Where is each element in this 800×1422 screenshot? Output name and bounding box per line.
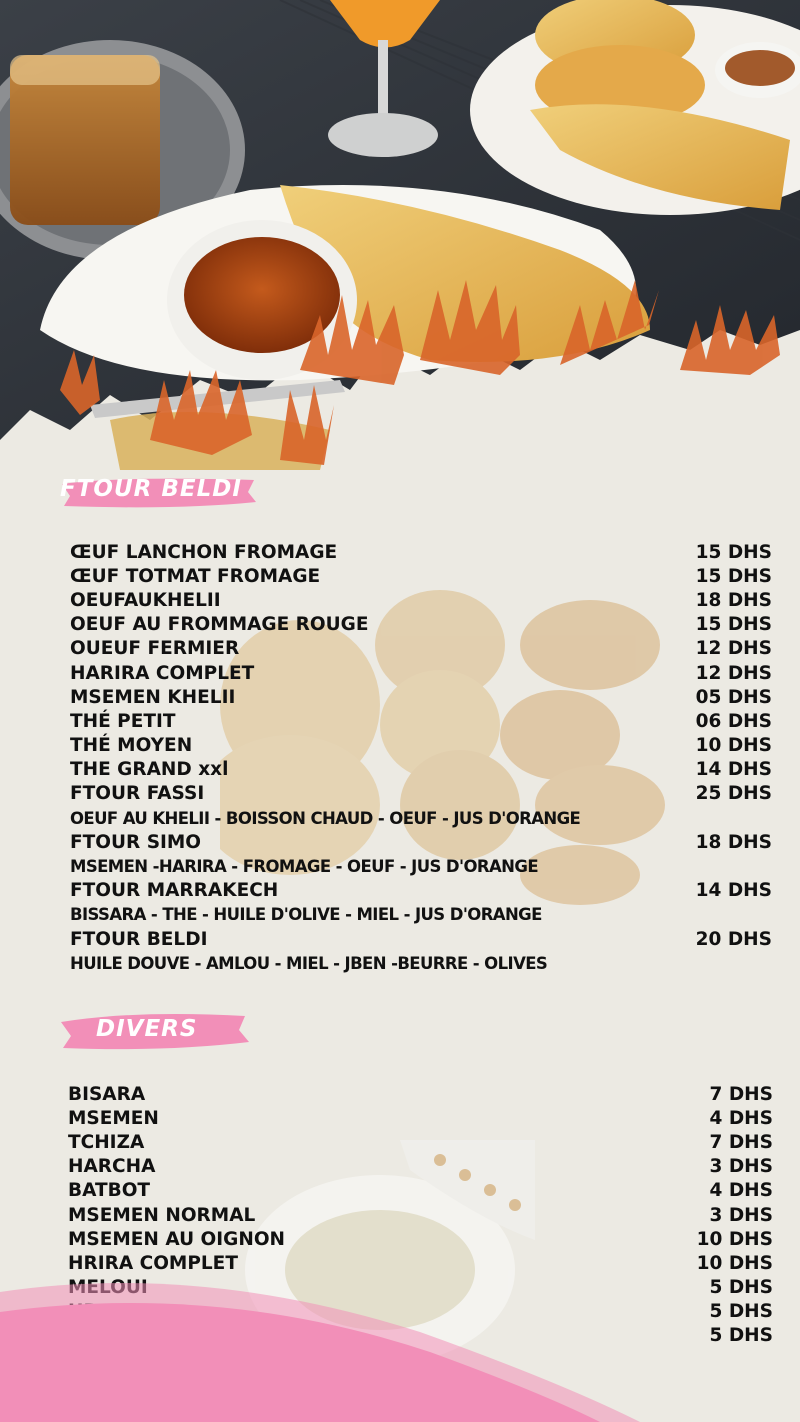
menu-item-price: 4 DHS	[709, 1180, 773, 1202]
menu-item-name: FTOUR SIMO	[70, 831, 202, 853]
menu-item-price: 12 DHS	[695, 638, 772, 660]
menu-item-row	[70, 540, 772, 564]
menu-item-row	[70, 806, 772, 830]
menu-item-name: FTOUR MARRAKECH	[70, 880, 279, 902]
ftour-section-title: FTOUR BELDI	[60, 476, 242, 502]
menu-item-row	[68, 1130, 773, 1154]
menu-item-price: 12 DHS	[695, 662, 772, 684]
menu-item-name: MSEMEN KHELII	[70, 686, 236, 708]
menu-item-name: FTOUR FASSI	[70, 783, 205, 805]
menu-item-name: HRIRA COMPLET	[68, 1252, 238, 1274]
menu-item-price: 25 DHS	[695, 783, 772, 805]
bottom-pink-wave	[0, 1222, 800, 1422]
menu-item-name: OEUF AU FROMMAGE ROUGE	[70, 614, 369, 636]
menu-item-name: THÉ PETIT	[70, 710, 176, 732]
menu-item-name: HARCHA	[68, 1156, 156, 1178]
menu-item-row	[70, 927, 772, 951]
menu-item-row	[70, 782, 772, 806]
menu-item-name: THÉ MOYEN	[70, 735, 193, 757]
menu-item-price: 15 DHS	[695, 614, 772, 636]
menu-item-row	[68, 1106, 773, 1130]
menu-item-name: OEUF AU KHELII - BOISSON CHAUD - OEUF - JUS D'ORANGE	[70, 808, 581, 828]
menu-item-price: 18 DHS	[695, 831, 772, 853]
menu-item-price: 7 DHS	[709, 1083, 773, 1105]
menu-item-price: 15 DHS	[695, 565, 772, 587]
menu-item-name: ŒUF LANCHON FROMAGE	[70, 541, 338, 563]
menu-item-price: 5 DHS	[709, 1325, 773, 1347]
menu-item-name: HUILE DOUVE - AMLOU - MIEL - JBEN -BEURRE - OLIVES	[70, 953, 548, 973]
menu-item-name: OEUFAUKHELII	[70, 589, 221, 611]
menu-item-name: THE GRAND xxl	[70, 759, 229, 781]
menu-item-row	[70, 709, 772, 733]
menu-item-name: BISARA	[68, 1083, 146, 1105]
menu-item-row	[68, 1179, 773, 1203]
menu-item-price: 18 DHS	[695, 589, 772, 611]
menu-item-price: 4 DHS	[709, 1107, 773, 1129]
menu-item-row	[68, 1155, 773, 1179]
menu-item-name: FTOUR BELDI	[70, 928, 208, 950]
menu-item-row	[70, 854, 772, 878]
menu-item-price: 10 DHS	[695, 735, 772, 757]
menu-item-price: 06 DHS	[695, 710, 772, 732]
menu-item-name: TCHIZA	[68, 1131, 145, 1153]
hero-breakfast-photo	[0, 0, 800, 470]
menu-item-price: 5 DHS	[709, 1301, 773, 1323]
menu-item-name: BATBOT	[68, 1180, 151, 1202]
menu-item-row	[70, 661, 772, 685]
menu-item-row	[70, 903, 772, 927]
menu-item-name: OUEUF FERMIER	[70, 638, 240, 660]
menu-item-row	[70, 951, 772, 975]
menu-item-price: 20 DHS	[695, 928, 772, 950]
menu-item-price: 10 DHS	[696, 1252, 773, 1274]
ftour-menu-list	[70, 540, 772, 975]
menu-item-row	[70, 637, 772, 661]
menu-item-name: MSEMEN -HARIRA - FROMAGE - OEUF - JUS D'ORANGE	[70, 857, 538, 877]
menu-item-name: MSEMEN AU OIGNON	[68, 1228, 286, 1250]
menu-item-row	[68, 1082, 773, 1106]
menu-item-name: ŒUF TOTMAT FROMAGE	[70, 565, 321, 587]
menu-item-row	[70, 758, 772, 782]
menu-item-row	[70, 734, 772, 758]
menu-item-row	[70, 588, 772, 612]
menu-item-row	[70, 830, 772, 854]
menu-item-name: BISSARA - THE - HUILE D'OLIVE - MIEL - JUS D'ORANGE	[70, 905, 542, 925]
menu-item-price: 15 DHS	[695, 541, 772, 563]
menu-item-price: 05 DHS	[695, 686, 772, 708]
menu-item-name: MSEMEN NORMAL	[68, 1204, 256, 1226]
menu-item-price: 5 DHS	[709, 1277, 773, 1299]
menu-item-row	[70, 685, 772, 709]
menu-item-name: MSEMEN	[68, 1107, 159, 1129]
menu-item-row	[70, 613, 772, 637]
menu-item-price: 14 DHS	[695, 880, 772, 902]
menu-item-price: 10 DHS	[696, 1228, 773, 1250]
menu-item-row	[70, 564, 772, 588]
menu-item-price: 14 DHS	[695, 759, 772, 781]
menu-item-name: HARIRA COMPLET	[70, 662, 255, 684]
menu-item-price: 3 DHS	[709, 1156, 773, 1178]
menu-item-row	[70, 879, 772, 903]
menu-item-price: 3 DHS	[709, 1204, 773, 1226]
divers-section-title: DIVERS	[96, 1016, 198, 1042]
menu-item-price: 7 DHS	[709, 1131, 773, 1153]
